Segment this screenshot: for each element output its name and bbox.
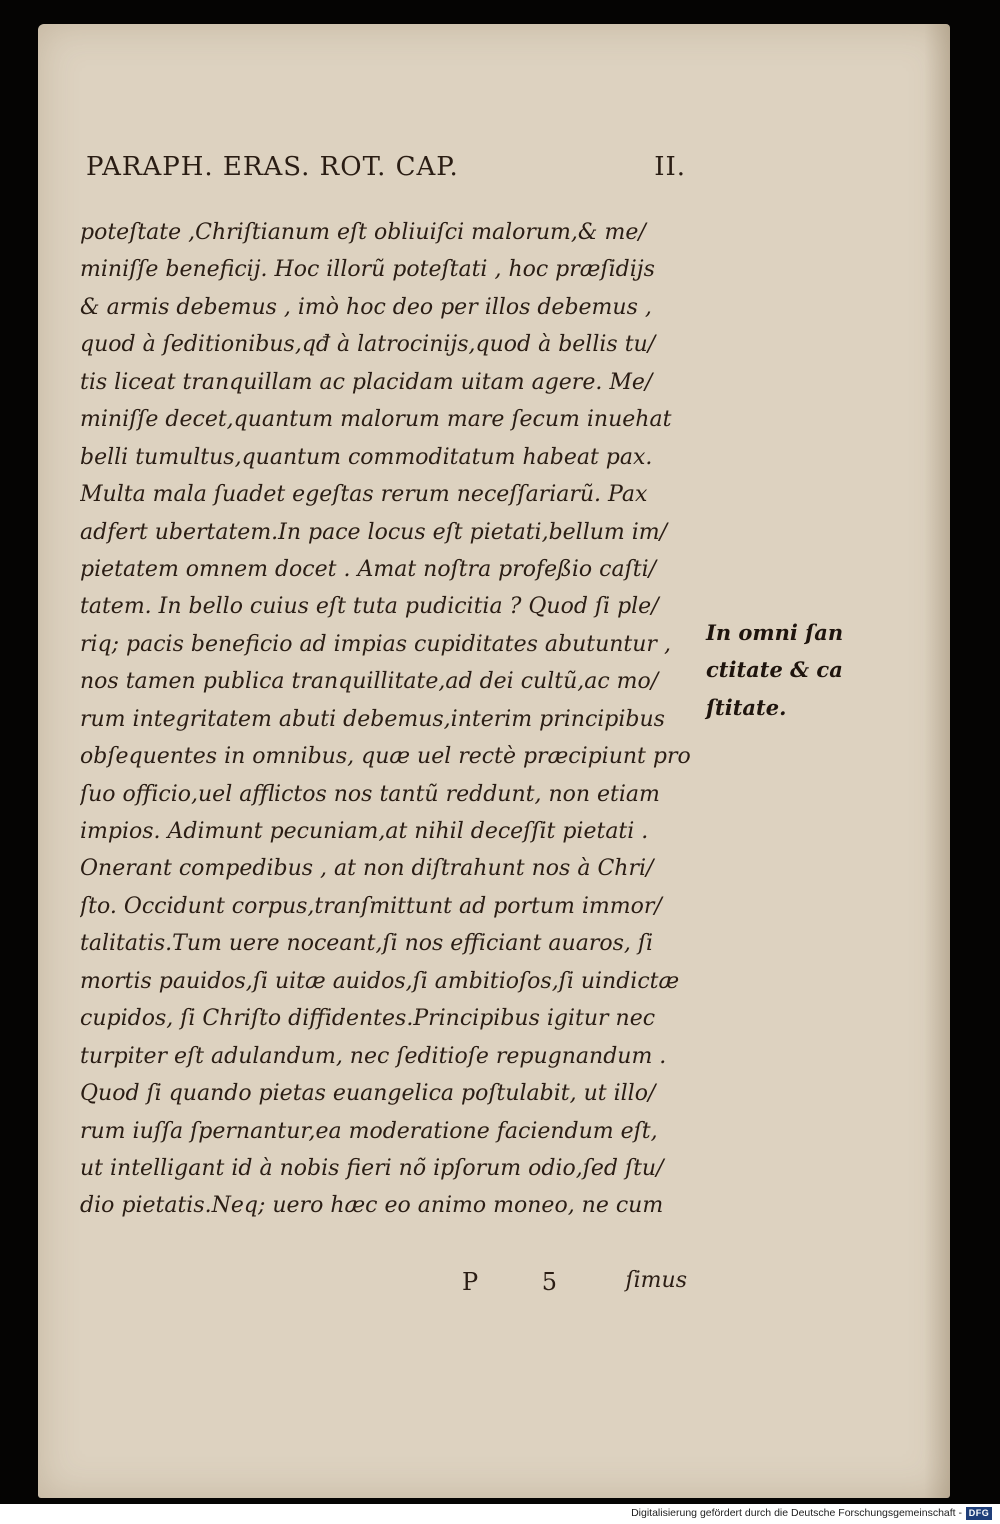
text-line: rum integritatem abuti debemus,interim principibus <box>80 706 665 732</box>
text-line: impios. Adimunt pecuniam,at nihil deceſſit pietati . <box>80 819 649 844</box>
signature-mark: P 5 <box>462 1268 586 1296</box>
marginal-note-line: ſtitate. <box>706 694 787 720</box>
running-head <box>86 152 686 192</box>
text-line: tis liceat tranquillam ac placidam uitam agere. Me/ <box>80 369 653 395</box>
page-footer <box>80 1268 705 1308</box>
text-line: Quod ſi quando pietas euangelica poſtulabit, ut illo/ <box>80 1081 656 1107</box>
text-line: mortis pauidos,ſi uitæ auidos,ſi ambitioſos,ſi uindictæ <box>80 968 680 994</box>
text-line: nos tamen publica tranquillitate,ad dei cultũ,ac mo/ <box>80 669 659 695</box>
dfg-logo: DFG <box>966 1507 992 1520</box>
credit-bar <box>0 1504 1000 1524</box>
marginal-note <box>706 614 866 726</box>
text-line: turpiter eſt adulandum, nec ſeditioſe repugnandum . <box>80 1043 667 1069</box>
text-line: riq; pacis beneficio ad impias cupiditates abutuntur , <box>80 631 671 657</box>
text-line: ſto. Occidunt corpus,tranſmittunt ad portum immor/ <box>80 893 662 919</box>
text-line: miniſſe beneficij. Hoc illorũ poteſtati , hoc præſidijs <box>80 257 655 283</box>
text-line: rum iuſſa ſpernantur,ea moderatione faciendum eſt, <box>80 1118 658 1144</box>
text-line: obſequentes in omnibus, quæ uel rectè præcipiunt pro <box>80 744 691 770</box>
marginal-note-line: ctitate & ca <box>706 657 843 683</box>
text-line: talitatis.Tum uere noceant,ſi nos efficiant auaros, ſi <box>80 931 654 957</box>
catchword: ſimus <box>625 1268 687 1293</box>
text-line: ut intelligant id à nobis fieri nõ ipſorum odio,ſed ſtu/ <box>80 1155 664 1181</box>
text-line: ſuo officio,uel afflictos nos tantũ reddunt, non etiam <box>80 781 660 807</box>
text-line: cupidos, ſi Chriſto diffidentes.Principibus igitur nec <box>80 1006 656 1032</box>
text-line: dio pietatis.Neq; uero hæc eo animo moneo, ne cum <box>80 1193 664 1219</box>
text-line: belli tumultus,quantum commoditatum habeat pax. <box>80 444 653 470</box>
folio-number: II. <box>654 152 686 182</box>
text-line: Multa mala ſuadet egeſtas rerum neceſſariarũ. Pax <box>80 482 648 508</box>
running-head-title: PARAPH. ERAS. ROT. CAP. <box>86 152 459 182</box>
funding-credit: Digitalisierung gefördert durch die Deutsche Forschungsgemeinschaft - <box>631 1507 962 1519</box>
text-line: pietatem omnem docet . Amat noſtra profeßio caſti/ <box>80 556 657 582</box>
body-text-block <box>80 214 705 1225</box>
book-page <box>38 24 950 1498</box>
text-line: Onerant compedibus , at non diſtrahunt nos à Chri/ <box>80 856 654 882</box>
text-line: poteſtate ,Chriſtianum eſt obliuiſci malorum,& me/ <box>80 220 646 245</box>
text-line: adfert ubertatem.In pace locus eſt pietati,bellum im/ <box>80 519 668 545</box>
text-line: miniſſe decet,quantum malorum mare ſecum inuehat <box>80 407 672 433</box>
marginal-note-line: In omni ſan <box>706 620 844 645</box>
text-line: & armis debemus , imò hoc deo per illos debemus , <box>80 294 652 320</box>
text-line: tatem. In bello cuius eſt tuta pudicitia ? Quod ſi ple/ <box>80 594 659 620</box>
text-line: quod à ſeditionibus,qđ à latrocinijs,quod à bellis tu/ <box>80 332 656 358</box>
